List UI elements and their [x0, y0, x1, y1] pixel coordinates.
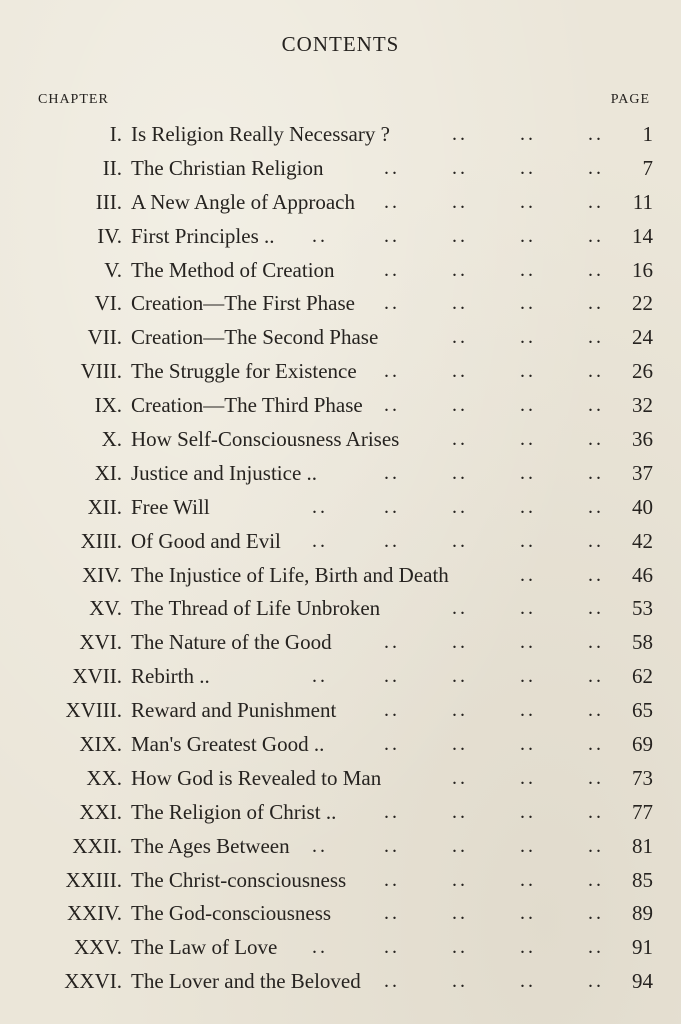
leader-dots: ..	[520, 258, 536, 281]
contents-entry	[0, 186, 681, 220]
chapter-title: Of Good and Evil	[131, 528, 281, 553]
page-column-header: PAGE	[610, 92, 650, 107]
leader-dots: ..	[520, 394, 536, 417]
leader-dots: ..	[452, 834, 468, 857]
chapter-title: Reward and Punishment	[131, 698, 337, 723]
page-number: 16	[632, 257, 653, 282]
leader-dots: ..	[452, 123, 468, 145]
chapter-number: V.	[104, 257, 122, 282]
leader-dots: ..	[452, 800, 468, 823]
chapter-title: Is Religion Really Necessary ?	[131, 122, 390, 146]
chapter-title: The God-consciousness	[131, 901, 332, 926]
chapter-number: XXII.	[72, 833, 122, 858]
leader-dots: ..	[384, 902, 400, 925]
contents-entry	[0, 897, 681, 931]
page-number: 40	[632, 494, 653, 519]
contents-entry	[0, 728, 681, 762]
leader-dots: ..	[452, 699, 468, 722]
chapter-title: The Struggle for Existence	[131, 359, 357, 384]
page-number: 89	[632, 901, 653, 926]
chapter-number: III.	[95, 189, 122, 214]
leader-dots: ..	[520, 970, 536, 993]
leader-dots: ..	[520, 495, 536, 518]
chapter-title: Creation—The Third Phase	[131, 393, 363, 418]
chapter-number: VIII.	[80, 359, 122, 384]
leader-dots: ..	[384, 868, 400, 891]
contents-entry	[0, 525, 681, 559]
chapter-title: The Injustice of Life, Birth and Death	[131, 562, 449, 587]
chapter-title: Justice and Injustice ..	[131, 460, 318, 485]
page-number: 58	[632, 630, 653, 655]
chapter-title: The Christian Religion	[131, 155, 324, 180]
leader-dots: ..	[520, 902, 536, 925]
leader-dots: ..	[520, 733, 536, 756]
leader-dots: ..	[384, 936, 400, 959]
page-number: 22	[632, 291, 653, 316]
leader-dots: ..	[588, 461, 604, 484]
leader-dots: ..	[452, 394, 468, 417]
leader-dots: ..	[588, 597, 604, 620]
chapter-title: Free Will	[131, 494, 210, 519]
leader-dots: ..	[452, 360, 468, 383]
leader-dots: ..	[452, 970, 468, 993]
chapter-number: XX.	[86, 765, 122, 790]
chapter-number: XIX.	[79, 732, 122, 757]
leader-dots: ..	[452, 936, 468, 959]
contents-entry	[0, 965, 681, 999]
leader-dots: ..	[588, 360, 604, 383]
leader-dots: ..	[588, 326, 604, 349]
chapter-title: Man's Greatest Good ..	[131, 732, 325, 757]
page-number: 69	[632, 732, 653, 757]
contents-entry	[0, 660, 681, 694]
leader-dots: ..	[588, 563, 604, 586]
chapter-title: The Nature of the Good	[131, 630, 332, 655]
leader-dots: ..	[588, 766, 604, 789]
page-number: 32	[632, 393, 653, 418]
leader-dots: ..	[384, 733, 400, 756]
contents-entry	[0, 321, 681, 355]
chapter-number: IX.	[94, 393, 122, 418]
leader-dots: ..	[588, 156, 604, 179]
page-number: 73	[632, 765, 653, 790]
contents-entry	[0, 355, 681, 389]
leader-dots: ..	[520, 699, 536, 722]
chapter-number: XVIII.	[65, 698, 122, 723]
contents-entry	[0, 694, 681, 728]
chapter-number: VI.	[94, 291, 122, 316]
leader-dots: ..	[452, 597, 468, 620]
leader-dots: ..	[520, 529, 536, 552]
leader-dots: ..	[384, 665, 400, 688]
leader-dots: ..	[520, 936, 536, 959]
leader-dots: ..	[588, 834, 604, 857]
chapter-number: X.	[101, 427, 122, 452]
leader-dots: ..	[312, 529, 328, 552]
chapter-number: XIV.	[82, 562, 122, 587]
contents-list	[0, 118, 681, 999]
leader-dots: ..	[384, 834, 400, 857]
chapter-number: XXIV.	[66, 901, 122, 926]
leader-dots: ..	[384, 631, 400, 654]
leader-dots: ..	[588, 970, 604, 993]
leader-dots: ..	[452, 258, 468, 281]
leader-dots: ..	[452, 428, 468, 451]
chapter-number: II.	[102, 155, 122, 180]
leader-dots: ..	[312, 665, 328, 688]
chapter-title: The Law of Love	[131, 935, 278, 960]
page-number: 62	[632, 664, 653, 689]
chapter-number: IV.	[97, 223, 122, 248]
leader-dots: ..	[520, 292, 536, 315]
leader-dots: ..	[452, 326, 468, 349]
leader-dots: ..	[520, 190, 536, 213]
contents-entry	[0, 287, 681, 321]
page-title: CONTENTS	[281, 32, 400, 56]
chapter-number: VII.	[87, 325, 122, 350]
leader-dots: ..	[588, 868, 604, 891]
leader-dots: ..	[520, 766, 536, 789]
leader-dots: ..	[588, 529, 604, 552]
page-number: 46	[632, 562, 653, 587]
leader-dots: ..	[520, 800, 536, 823]
leader-dots: ..	[588, 936, 604, 959]
leader-dots: ..	[452, 733, 468, 756]
contents-entry	[0, 152, 681, 186]
contents-entry	[0, 559, 681, 593]
leader-dots: ..	[452, 224, 468, 247]
chapter-title: How God is Revealed to Man	[131, 765, 382, 790]
chapter-title: The Method of Creation	[131, 257, 335, 282]
leader-dots: ..	[588, 258, 604, 281]
leader-dots: ..	[452, 156, 468, 179]
page-number: 36	[632, 427, 653, 452]
chapter-title: How Self-Consciousness Arises	[131, 427, 400, 452]
chapter-title: Rebirth ..	[131, 664, 210, 689]
leader-dots: ..	[588, 902, 604, 925]
page-number: 7	[642, 155, 653, 180]
leader-dots: ..	[384, 258, 400, 281]
leader-dots: ..	[384, 699, 400, 722]
leader-dots: ..	[384, 495, 400, 518]
contents-entry	[0, 626, 681, 660]
leader-dots: ..	[588, 800, 604, 823]
leader-dots: ..	[588, 699, 604, 722]
chapter-number: XVII.	[72, 664, 122, 689]
leader-dots: ..	[312, 495, 328, 518]
contents-entry	[0, 254, 681, 288]
leader-dots: ..	[452, 665, 468, 688]
leader-dots: ..	[588, 665, 604, 688]
chapter-number: XXVI.	[64, 969, 122, 994]
chapter-column-header: CHAPTER	[38, 92, 109, 107]
leader-dots: ..	[588, 495, 604, 518]
page-number: 77	[632, 799, 653, 824]
leader-dots: ..	[312, 834, 328, 857]
leader-dots: ..	[520, 326, 536, 349]
page-number: 24	[632, 325, 653, 350]
leader-dots: ..	[520, 563, 536, 586]
leader-dots: ..	[452, 868, 468, 891]
page-number: 65	[632, 698, 653, 723]
leader-dots: ..	[588, 631, 604, 654]
leader-dots: ..	[520, 665, 536, 688]
chapter-title: The Christ-consciousness	[131, 867, 347, 892]
chapter-title: Creation—The First Phase	[131, 291, 355, 316]
page-number: 42	[632, 528, 653, 553]
leader-dots: ..	[312, 224, 328, 247]
leader-dots: ..	[520, 631, 536, 654]
page-number: 37	[632, 460, 653, 485]
leader-dots: ..	[588, 292, 604, 315]
contents-entry	[0, 457, 681, 491]
page-number: 26	[632, 359, 653, 384]
chapter-number: XXV.	[73, 935, 122, 960]
contents-entry	[0, 389, 681, 423]
contents-entry	[0, 220, 681, 254]
leader-dots: ..	[312, 936, 328, 959]
chapter-title: The Thread of Life Unbroken	[131, 596, 381, 621]
leader-dots: ..	[588, 394, 604, 417]
leader-dots: ..	[588, 123, 604, 145]
leader-dots: ..	[452, 292, 468, 315]
contents-entry	[0, 830, 681, 864]
leader-dots: ..	[520, 868, 536, 891]
page-number: 53	[632, 596, 653, 621]
leader-dots: ..	[384, 529, 400, 552]
leader-dots: ..	[520, 428, 536, 451]
chapter-title: Creation—The Second Phase	[131, 325, 379, 350]
contents-entry	[0, 864, 681, 898]
chapter-number: XXIII.	[65, 867, 122, 892]
leader-dots: ..	[520, 156, 536, 179]
page-number: 85	[632, 867, 653, 892]
contents-entry	[0, 796, 681, 830]
chapter-number: XXI.	[79, 799, 122, 824]
leader-dots: ..	[384, 360, 400, 383]
page-number: 11	[632, 189, 653, 214]
leader-dots: ..	[520, 597, 536, 620]
contents-entry	[0, 118, 681, 152]
chapter-title: The Religion of Christ ..	[131, 799, 337, 824]
contents-entry	[0, 762, 681, 796]
leader-dots: ..	[384, 970, 400, 993]
page-number: 14	[632, 223, 653, 248]
page-number: 94	[632, 969, 653, 994]
leader-dots: ..	[384, 190, 400, 213]
chapter-number: XI.	[94, 460, 122, 485]
chapter-number: XVI.	[79, 630, 122, 655]
leader-dots: ..	[452, 902, 468, 925]
leader-dots: ..	[520, 834, 536, 857]
leader-dots: ..	[520, 360, 536, 383]
leader-dots: ..	[452, 461, 468, 484]
leader-dots: ..	[452, 766, 468, 789]
chapter-number: XV.	[89, 596, 122, 621]
contents-entry	[0, 423, 681, 457]
leader-dots: ..	[384, 800, 400, 823]
chapter-title: A New Angle of Approach	[131, 189, 355, 214]
leader-dots: ..	[452, 495, 468, 518]
contents-entry	[0, 931, 681, 965]
leader-dots: ..	[452, 631, 468, 654]
chapter-title: The Ages Between	[131, 833, 290, 858]
leader-dots: ..	[384, 461, 400, 484]
leader-dots: ..	[520, 123, 536, 145]
page-number: 81	[632, 833, 653, 858]
leader-dots: ..	[520, 224, 536, 247]
leader-dots: ..	[452, 190, 468, 213]
leader-dots: ..	[588, 428, 604, 451]
leader-dots: ..	[384, 292, 400, 315]
chapter-title: The Lover and the Beloved	[131, 969, 361, 994]
contents-entry	[0, 592, 681, 626]
chapter-number: I.	[109, 122, 122, 146]
leader-dots: ..	[588, 190, 604, 213]
leader-dots: ..	[384, 224, 400, 247]
contents-entry	[0, 491, 681, 525]
chapter-number: XII.	[87, 494, 122, 519]
chapter-number: XIII.	[80, 528, 122, 553]
chapter-title: First Principles ..	[131, 223, 275, 248]
leader-dots: ..	[452, 529, 468, 552]
leader-dots: ..	[384, 394, 400, 417]
leader-dots: ..	[588, 733, 604, 756]
page-number: 1	[642, 122, 653, 146]
leader-dots: ..	[384, 156, 400, 179]
page-number: 91	[632, 935, 653, 960]
leader-dots: ..	[520, 461, 536, 484]
leader-dots: ..	[588, 224, 604, 247]
